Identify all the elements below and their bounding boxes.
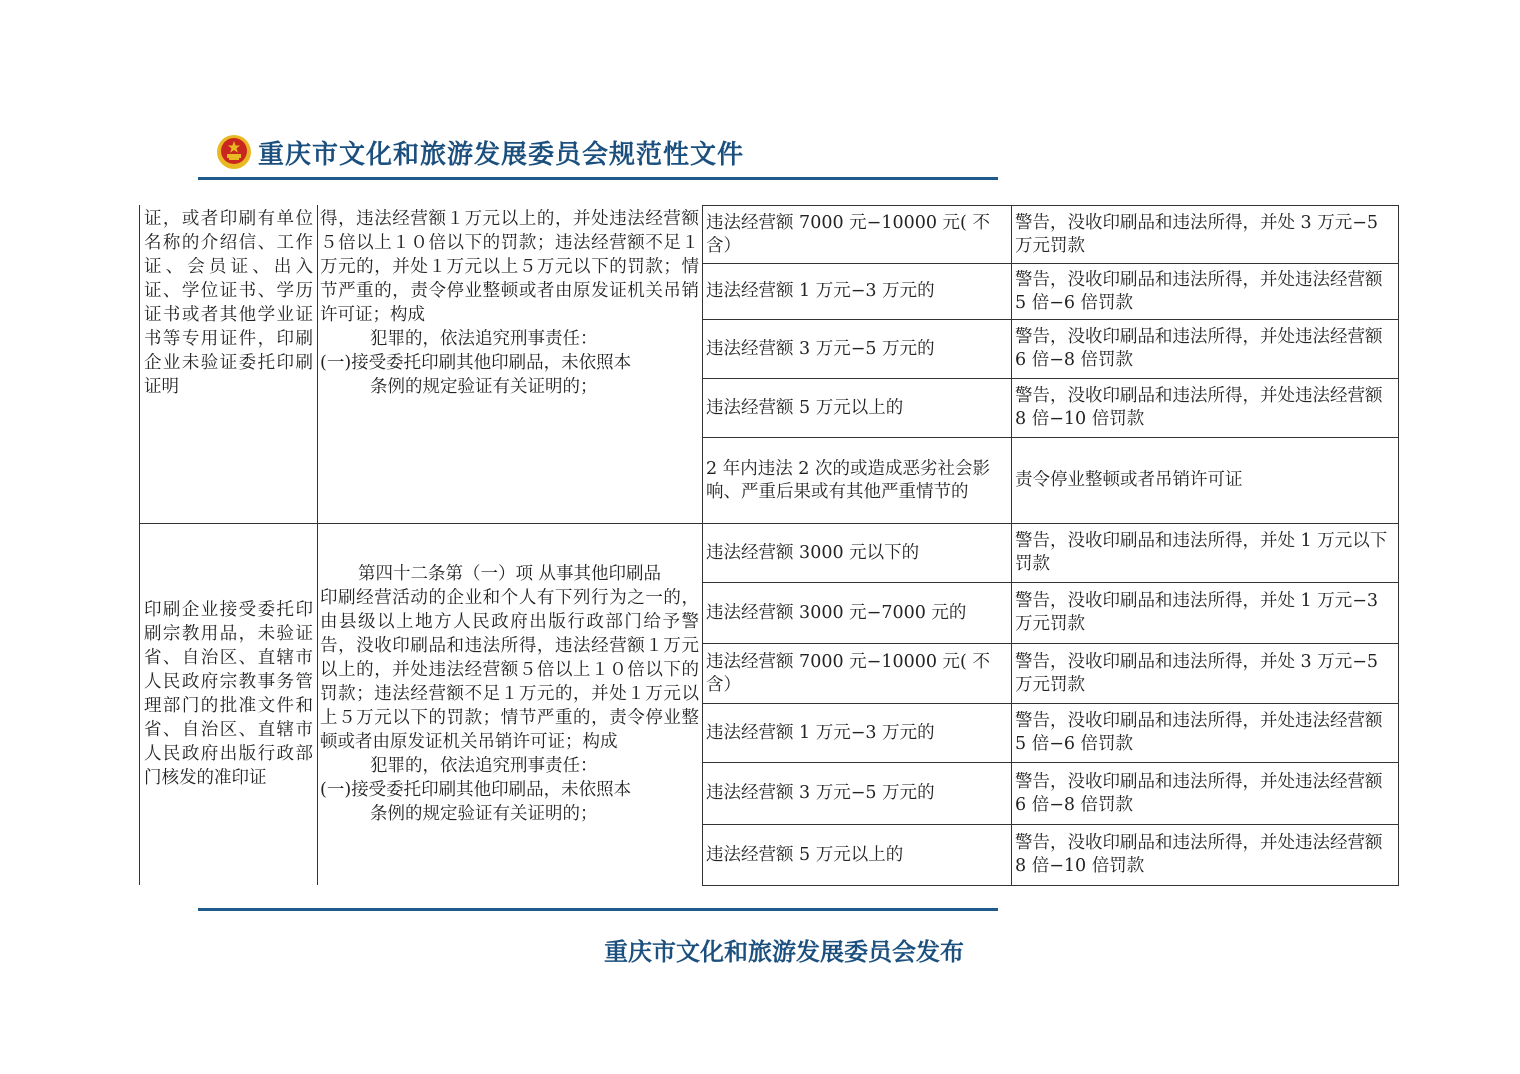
legal-basis-item: (一)接受委托印刷其他印刷品，未依照本 — [320, 780, 632, 800]
legal-basis-head: 第四十二条第（一）项 从事其他印刷品 — [357, 564, 662, 584]
penalty-cell: 警告，没收印刷品和违法所得，并处 3 万元−5 万元罚款 — [1012, 644, 1399, 704]
condition-cell: 违法经营额 3000 元−7000 元的 — [703, 583, 1012, 644]
document-header — [216, 132, 744, 172]
penalty-cell: 警告，没收印刷品和违法所得，并处 3 万元−5 万元罚款 — [1012, 206, 1399, 264]
condition-cell: 2 年内违法 2 次的或造成恶劣社会影响、严重后果或有其他严重情节的 — [703, 438, 1012, 524]
behavior-text: 印刷企业接受委托印刷宗教用品，未验证省、自治区、直辖市人民政府宗教事务管理部门的批准文件和省、自治区、直辖市人民政府出版行政部门核发的准印证 — [144, 600, 313, 788]
legal-basis-tail: 条例的规定验证有关证明的； — [370, 377, 598, 397]
document-footer-title: 重庆市文化和旅游发展委员会发布 — [604, 937, 964, 966]
table-row — [703, 379, 1399, 438]
penalty-standards-table — [702, 205, 1399, 886]
table-row — [703, 206, 1399, 264]
document-header-title: 重庆市文化和旅游发展委员会规范性文件 — [258, 139, 745, 170]
penalty-cell: 警告，没收印刷品和违法所得，并处违法经营额 6 倍−8 倍罚款 — [1012, 320, 1399, 379]
table-row — [703, 583, 1399, 644]
table-row — [703, 644, 1399, 704]
condition-cell: 违法经营额 3 万元−5 万元的 — [703, 763, 1012, 825]
behavior-cell — [139, 205, 318, 523]
table-row — [703, 763, 1399, 825]
legal-basis-cell — [317, 205, 703, 523]
condition-cell: 违法经营额 1 万元−3 万元的 — [703, 264, 1012, 320]
table-row — [703, 825, 1399, 886]
table-row — [703, 438, 1399, 524]
legal-basis-crime: 犯罪的，依法追究刑事责任： — [370, 329, 598, 349]
condition-cell: 违法经营额 7000 元−10000 元( 不含） — [703, 644, 1012, 704]
footer-rule — [198, 908, 998, 911]
legal-basis-tail: 条例的规定验证有关证明的； — [370, 804, 598, 824]
penalty-cell: 警告，没收印刷品和违法所得，并处违法经营额 6 倍−8 倍罚款 — [1012, 763, 1399, 825]
table-row — [703, 320, 1399, 379]
legal-basis-cell — [317, 523, 703, 885]
penalty-cell: 责令停业整顿或者吊销许可证 — [1012, 438, 1399, 524]
behavior-cell — [139, 523, 318, 885]
penalty-cell: 警告，没收印刷品和违法所得，并处违法经营额 5 倍−6 倍罚款 — [1012, 264, 1399, 320]
header-rule — [198, 177, 998, 180]
condition-cell: 违法经营额 3 万元−5 万元的 — [703, 320, 1012, 379]
condition-cell: 违法经营额 3000 元以下的 — [703, 524, 1012, 583]
national-emblem-icon — [216, 134, 252, 170]
legal-basis-item: (一)接受委托印刷其他印刷品，未依照本 — [320, 353, 632, 373]
table-row — [703, 524, 1399, 583]
legal-basis-text: 印刷经营活动的企业和个人有下列行为之一的，由县级以上地方人民政府出版行政部门给予警告，没收印刷品和违法所得，违法经营额１万元以上的，并处违法经营额５倍以上１０倍以下的罚款；违法经营额不足１万元的，并处１万元以上５万元以下的罚款；情节严重的，责令停业整顿或者由原发证机关吊销许可证；构成 — [320, 588, 699, 752]
condition-cell: 违法经营额 5 万元以上的 — [703, 825, 1012, 886]
penalty-cell: 警告，没收印刷品和违法所得，并处 1 万元−3 万元罚款 — [1012, 583, 1399, 644]
penalty-cell: 警告，没收印刷品和违法所得，并处违法经营额 8 倍−10 倍罚款 — [1012, 825, 1399, 886]
penalty-cell: 警告，没收印刷品和违法所得，并处 1 万元以下罚款 — [1012, 524, 1399, 583]
condition-cell: 违法经营额 1 万元−3 万元的 — [703, 704, 1012, 763]
penalty-cell: 警告，没收印刷品和违法所得，并处违法经营额 5 倍−6 倍罚款 — [1012, 704, 1399, 763]
table-row — [703, 264, 1399, 320]
table-row — [703, 704, 1399, 763]
condition-cell: 违法经营额 7000 元−10000 元( 不含） — [703, 206, 1012, 264]
penalty-cell: 警告，没收印刷品和违法所得，并处违法经营额 8 倍−10 倍罚款 — [1012, 379, 1399, 438]
legal-basis-crime: 犯罪的，依法追究刑事责任： — [370, 756, 598, 776]
legal-basis-text: 得，违法经营额１万元以上的，并处违法经营额５倍以上１０倍以下的罚款；违法经营额不足１万元的，并处１万元以上５万元以下的罚款；情节严重的，责令停业整顿或者由原发证机关吊销许可证；构成 — [320, 209, 699, 325]
condition-cell: 违法经营额 5 万元以上的 — [703, 379, 1012, 438]
behavior-text: 证，或者印刷有单位名称的介绍信、工作证、会员证、出入证、学位证书、学历证书或者其他学业证书等专用证件，印刷企业未验证委托印刷证明 — [144, 209, 313, 397]
